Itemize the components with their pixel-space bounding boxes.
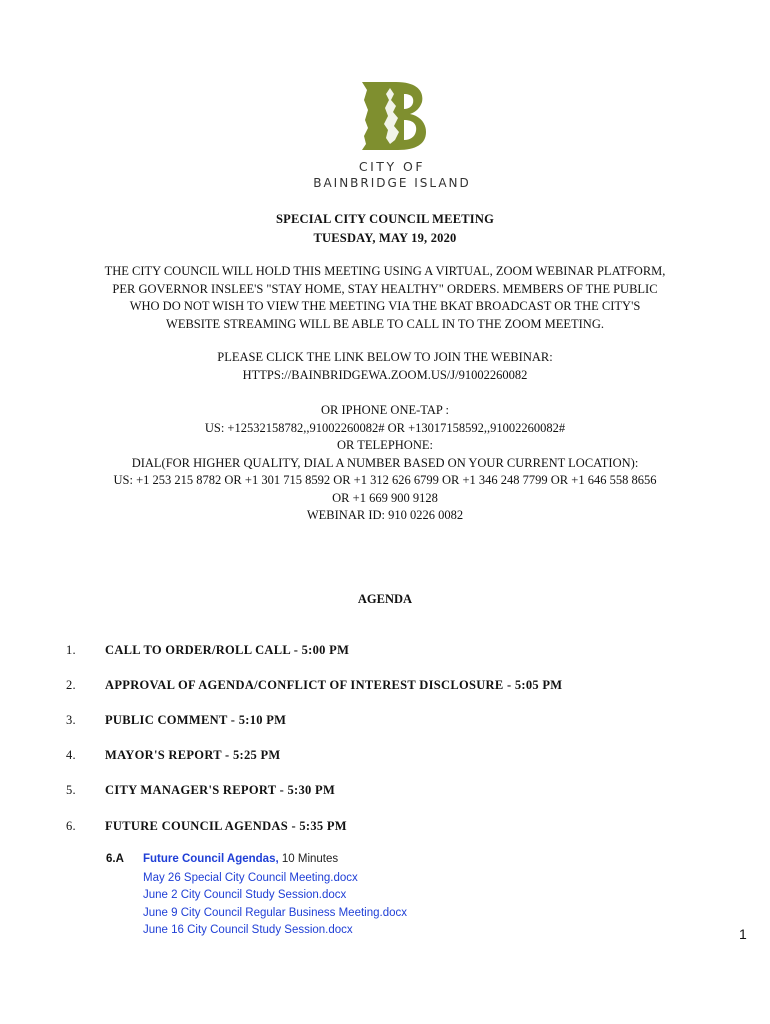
agenda-item-text: CALL TO ORDER/ROLL CALL - 5:00 PM — [105, 643, 350, 657]
agenda-item-text: FUTURE COUNCIL AGENDAS - 5:35 PM — [105, 819, 347, 833]
agenda-item-number: 5. — [66, 783, 76, 797]
document-link[interactable]: May 26 Special City Council Meeting.docx — [143, 872, 358, 884]
webinar-id: WEBINAR ID: 910 0226 0082 — [306, 508, 464, 522]
intro-line: WEBSITE STREAMING WILL BE ABLE TO CALL IN TO THE ZOOM MEETING. — [166, 316, 604, 331]
agenda-item-number: 4. — [66, 748, 76, 762]
document-link[interactable]: June 16 City Council Study Session.docx — [143, 924, 353, 936]
page-number: 1 — [739, 926, 747, 942]
bainbridge-b-logo-icon — [360, 80, 428, 150]
document-link[interactable]: June 2 City Council Study Session.docx — [143, 889, 347, 901]
agenda-item-number: 2. — [66, 678, 76, 692]
agenda-item-number: 6. — [66, 819, 76, 833]
webinar-link[interactable]: HTTPS://BAINBRIDGEWA.ZOOM.US/J/91002260082 — [242, 367, 528, 382]
logo-bainbridge-island: BAINBRIDGE ISLAND — [313, 176, 471, 190]
sub-item-number: 6.A — [106, 853, 124, 865]
dial-in-instructions — [0, 402, 770, 525]
future-council-agendas-link[interactable]: Future Council Agendas, — [143, 853, 279, 865]
agenda-item-number: 1. — [66, 643, 76, 657]
agenda-item-number: 3. — [66, 713, 76, 727]
intro-line: PER GOVERNOR INSLEE'S "STAY HOME, STAY HEALTHY" ORDERS. MEMBERS OF THE PUBLIC — [112, 281, 658, 296]
sub-item-title-row — [143, 853, 338, 865]
meeting-date: TUESDAY, MAY 19, 2020 — [313, 231, 457, 245]
agenda-item-text: CITY MANAGER'S REPORT - 5:30 PM — [105, 783, 336, 797]
webinar-instructions — [0, 349, 770, 384]
agenda-item-text: MAYOR'S REPORT - 5:25 PM — [105, 748, 281, 762]
sub-item-duration: 10 Minutes — [281, 853, 339, 865]
dial-line: US: +1 253 215 8782 OR +1 301 715 8592 OR +1 312 626 6799 OR +1 346 248 7799 OR +1 646 558 8656 — [113, 473, 657, 487]
agenda-heading: AGENDA — [357, 592, 413, 606]
dial-line: OR IPHONE ONE-TAP : — [320, 403, 450, 417]
dial-line: OR TELEPHONE: — [337, 438, 433, 452]
logo-city-of: CITY OF — [358, 159, 426, 174]
document-link[interactable]: June 9 City Council Regular Business Meeting.docx — [143, 907, 407, 919]
dial-line: DIAL(FOR HIGHER QUALITY, DIAL A NUMBER BASED ON YOUR CURRENT LOCATION): — [131, 455, 639, 470]
dial-line: US: +12532158782,,91002260082# OR +13017158592,,91002260082# — [204, 420, 566, 435]
dial-line: OR +1 669 900 9128 — [332, 490, 438, 505]
intro-paragraph — [0, 263, 770, 333]
agenda-item-text: PUBLIC COMMENT - 5:10 PM — [105, 713, 287, 727]
intro-line: WHO DO NOT WISH TO VIEW THE MEETING VIA THE BKAT BROADCAST OR THE CITY'S — [129, 299, 641, 313]
webinar-line: PLEASE CLICK THE LINK BELOW TO JOIN THE WEBINAR: — [217, 350, 553, 364]
intro-line: THE CITY COUNCIL WILL HOLD THIS MEETING USING A VIRTUAL, ZOOM WEBINAR PLATFORM, — [104, 264, 666, 278]
city-logo — [306, 80, 478, 194]
agenda-item-text: APPROVAL OF AGENDA/CONFLICT OF INTEREST DISCLOSURE - 5:05 PM — [105, 678, 563, 692]
meeting-title: SPECIAL CITY COUNCIL MEETING — [275, 212, 495, 226]
